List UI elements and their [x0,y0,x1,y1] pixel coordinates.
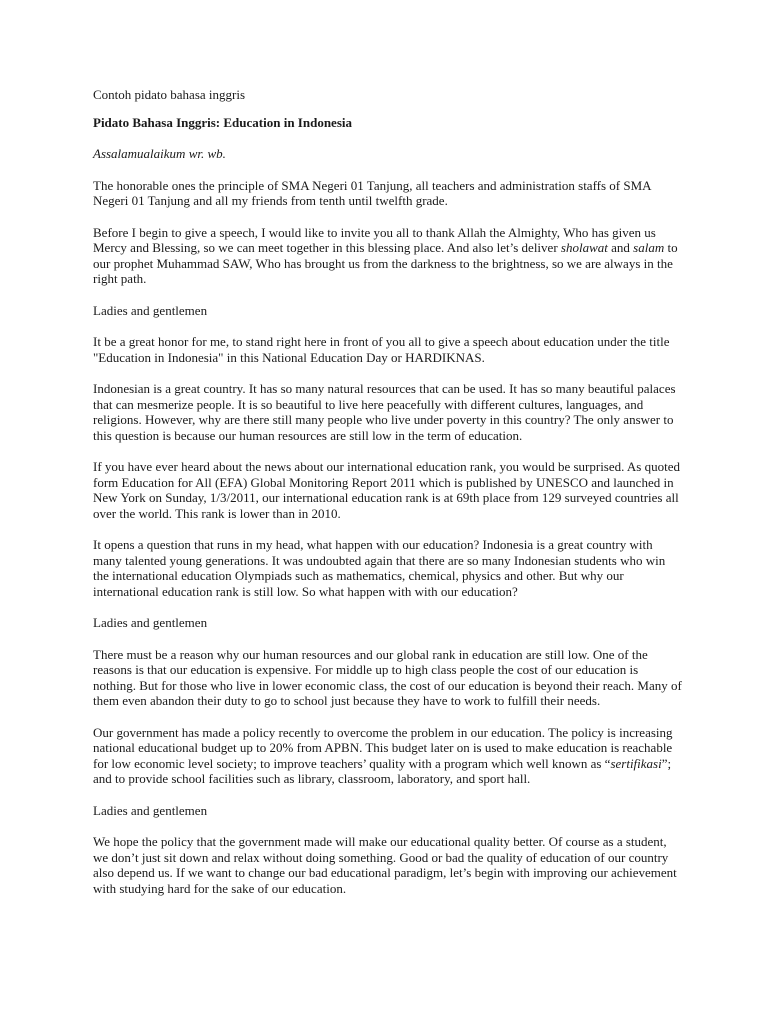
paragraph-text: Before I begin to give a speech, I would like to invite you all to thank Allah the Almighty, Who has given us Mercy and Blessing, so we can meet together in this blessing place. And also let’s deliver [93,224,656,255]
paragraph-question: It opens a question that runs in my head, what happen with our education? Indonesia is a great country with many talented young generations. It was undoubted again that there are so many Indonesian students who win the international education Olympiads such as mathematics, chemical, physics and other. But why our international education rank is still low. So what happen with with our education? [93,537,666,599]
italic-term: sholawat [560,240,608,255]
paragraph-policy [93,725,683,787]
document-header: Contoh pidato bahasa inggris [93,87,246,102]
address-ladies-gentlemen: Ladies and gentlemen [93,302,208,318]
paragraph-great-country: Indonesian is a great country. It has so many natural resources that can be used. It has so many beautiful palaces that can mesmerize people. It is so beautiful to live here peacefully with different cultures, languages, and religions. However, why are there still many people who live under poverty in this country? The only answer to this question is because our human resources are still low in the term of education. [93,381,676,443]
paragraph-text: to our prophet Muhammad SAW, Who has brought us from the darkness to the brightness, so we are always in the right path. [93,240,678,286]
greeting: Assalamualaikum wr. wb. [93,146,226,161]
paragraph-text: Our government has made a policy recently to overcome the problem in our education. The policy is increasing national educational budget up to 20% from APBN. This budget later on is used to make education is reachable for low economic level society; to improve teachers’ quality with a program which well known as “ [93,724,673,771]
paragraph-invitation [93,225,683,287]
document-title: Pidato Bahasa Inggris: Education in Indonesia [93,114,352,130]
address-ladies-gentlemen: Ladies and gentlemen [93,615,208,630]
paragraph-honor: It be a great honor for me, to stand right here in front of you all to give a speech about education under the title "Education in Indonesia" in this National Education Day or HARDIKNAS. [93,334,670,365]
paragraph-text: and [607,240,634,255]
italic-term: sertifikasi [610,755,662,771]
paragraph-opening: The honorable ones the principle of SMA Negeri 01 Tanjung, all teachers and administration staffs of SMA Negeri 01 Tanjung and all my friends from tenth until twelfth grade. [93,177,651,208]
address-ladies-gentlemen: Ladies and gentlemen [93,802,208,818]
paragraph-reason: There must be a reason why our human resources and our global rank in education are still low. One of the reasons is that our education is expensive. For middle up to high class people the cost of our education is nothing. But for those who live in lower economic class, the cost of our education is beyond their reach. Many of them even abandon their duty to go to school just because they have to work to fulfill their needs. [93,646,682,708]
paragraph-hope: We hope the policy that the government made will make our educational quality better. Of course as a student, we don’t just sit down and relax without doing something. Good or bad the quality of education of our country also depend us. If we want to change our bad educational paradigm, let’s begin with improving our achievement with studying hard for the sake of our education. [93,834,677,896]
paragraph-education-rank: If you have ever heard about the news about our international education rank, you would be surprised. As quoted form Education for All (EFA) Global Monitoring Report 2011 which is published by UNESCO and launched in New York on Sunday, 1/3/2011, our international education rank is at 69th place from 129 surveyed countries all over the world. This rank is lower than in 2010. [93,459,680,521]
document-page [93,87,683,896]
paragraph-text: ”; and to provide school facilities such as library, classroom, laboratory, and sport hall. [93,755,672,786]
italic-term: salam [633,240,665,255]
